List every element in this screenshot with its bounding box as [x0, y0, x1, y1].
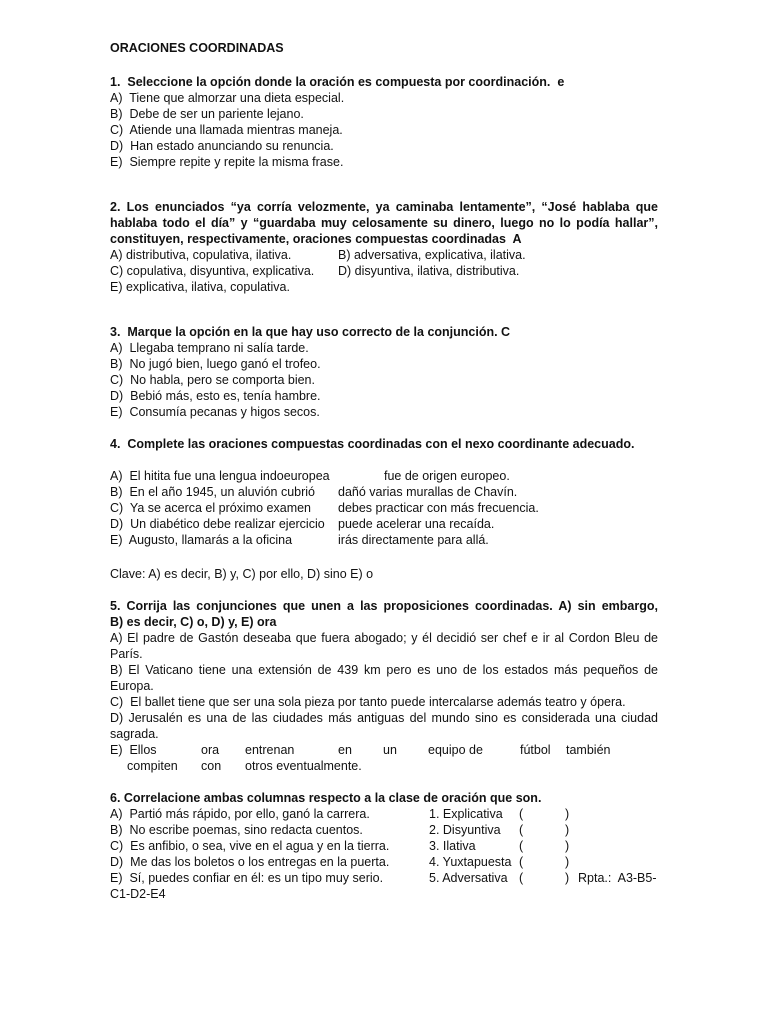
question-1-option-a: A) Tiene que almorzar una dieta especial.: [110, 91, 345, 105]
question-5-item-e-word: compiten: [127, 759, 178, 773]
question-6-blank-open: (: [519, 871, 524, 885]
question-1-option-c: C) Atiende una llamada mientras maneja.: [110, 123, 343, 137]
question-5-item-e-word: un: [383, 743, 397, 757]
question-6-blank-close: ): [565, 839, 570, 853]
question-3-option-a: A) Llegaba temprano ni salía tarde.: [110, 341, 309, 355]
question-6-right-2: 2. Disyuntiva: [429, 823, 501, 837]
question-2-stem-line-3: constituyen, respectivamente, oraciones compuestas coordinadas A: [110, 232, 522, 246]
question-5-item-c-line-1: C) El ballet tiene que ser una sola pieza por tanto puede intercalarse además teatro y ópera.: [110, 695, 626, 709]
question-5-item-e-word: equipo de: [428, 743, 483, 757]
question-3-option-d: D) Bebió más, esto es, tenía hambre.: [110, 389, 321, 403]
question-1-option-d: D) Han estado anunciando su renuncia.: [110, 139, 334, 153]
question-6-blank-open: (: [519, 807, 524, 821]
question-6-answer-part-1: Rpta.: A3-B5-: [578, 871, 657, 885]
question-5-item-e-word: otros eventualmente.: [245, 759, 362, 773]
question-5-item-e-word: E) Ellos: [110, 743, 157, 757]
question-5-item-e-word: entrenan: [245, 743, 295, 757]
question-4-row-e-right: irás directamente para allá.: [338, 533, 489, 547]
question-4-stem: 4. Complete las oraciones compuestas coordinadas con el nexo coordinante adecuado.: [110, 437, 635, 451]
question-3-option-e: E) Consumía pecanas y higos secos.: [110, 405, 320, 419]
question-5-item-a-line-2: París.: [110, 647, 143, 661]
question-4-row-d-left: D) Un diabético debe realizar ejercicio: [110, 517, 325, 531]
question-1-option-e: E) Siempre repite y repite la misma frase.: [110, 155, 344, 169]
question-4-answer-key: Clave: A) es decir, B) y, C) por ello, D) sino E) o: [110, 567, 374, 581]
question-5-item-e-word: con: [201, 759, 222, 773]
question-5-item-d-line-2: sagrada.: [110, 727, 159, 741]
question-6-left-b: B) No escribe poemas, sino redacta cuentos.: [110, 823, 363, 837]
question-1-option-b: B) Debe de ser un pariente lejano.: [110, 107, 304, 121]
question-4-row-a-right: fue de origen europeo.: [384, 469, 510, 483]
question-6-right-5: 5. Adversativa: [429, 871, 508, 885]
question-6-blank-open: (: [519, 823, 524, 837]
question-5-item-a-line-1: A) El padre de Gastón deseaba que fuera abogado; y él decidió ser chef e ir al Cordon Bleu de: [110, 631, 658, 645]
question-5-item-e-word: también: [566, 743, 611, 757]
question-6-left-d: D) Me das los boletos o los entregas en la puerta.: [110, 855, 390, 869]
question-2-option-b: B) adversativa, explicativa, ilativa.: [338, 248, 526, 262]
question-5-item-e-word: ora: [201, 743, 220, 757]
question-4-row-b-left: B) En el año 1945, un aluvión cubrió: [110, 485, 315, 499]
question-6-right-4: 4. Yuxtapuesta: [429, 855, 512, 869]
question-6-left-c: C) Es anfibio, o sea, vive en el agua y en la tierra.: [110, 839, 390, 853]
question-6-blank-close: ): [565, 855, 570, 869]
question-5-stem-line-2: B) es decir, C) o, D) y, E) ora: [110, 615, 277, 629]
question-3-option-b: B) No jugó bien, luego ganó el trofeo.: [110, 357, 321, 371]
question-2-stem-line-1: 2. Los enunciados “ya corría velozmente, ya caminaba lentamente”, “José hablaba que: [110, 200, 658, 214]
question-4-row-e-left: E) Augusto, llamarás a la oficina: [110, 533, 293, 547]
question-5-stem-line-1: 5. Corrija las conjunciones que unen a las proposiciones coordinadas. A) sin embargo,: [110, 599, 658, 613]
question-5-item-e-word: en: [338, 743, 352, 757]
question-5-item-d-line-1: D) Jerusalén es una de las ciudades más antiguas del mundo sino es considerada una ciudad: [110, 711, 658, 725]
question-2-option-a: A) distributiva, copulativa, ilativa.: [110, 248, 292, 262]
question-2-option-c: C) copulativa, disyuntiva, explicativa.: [110, 264, 315, 278]
question-6-answer-part-2: C1-D2-E4: [110, 887, 166, 901]
question-6-right-1: 1. Explicativa: [429, 807, 503, 821]
question-3-stem: 3. Marque la opción en la que hay uso correcto de la conjunción. C: [110, 325, 511, 339]
question-6-right-3: 3. Ilativa: [429, 839, 476, 853]
question-2-stem-line-2: hablaba todo el día” y “guardaba muy celosamente su dinero, luego no lo podía hallar”,: [110, 216, 658, 230]
question-4-row-a-left: A) El hitita fue una lengua indoeuropea: [110, 469, 330, 483]
question-5-item-b-line-1: B) El Vaticano tiene una extensión de 439 km pero es uno de los estados más pequeños de: [110, 663, 658, 677]
question-2-option-e: E) explicativa, ilativa, copulativa.: [110, 280, 290, 294]
question-4-row-b-right: dañó varias murallas de Chavín.: [338, 485, 518, 499]
question-5-item-b-line-2: Europa.: [110, 679, 154, 693]
question-6-stem: 6. Correlacione ambas columnas respecto a la clase de oración que son.: [110, 791, 542, 805]
question-3-option-c: C) No habla, pero se comporta bien.: [110, 373, 315, 387]
question-6-blank-close: ): [565, 871, 570, 885]
question-6-blank-open: (: [519, 839, 524, 853]
question-6-left-a: A) Partió más rápido, por ello, ganó la carrera.: [110, 807, 370, 821]
question-6-blank-close: ): [565, 823, 570, 837]
question-4-row-c-right: debes practicar con más frecuencia.: [338, 501, 539, 515]
document-title: ORACIONES COORDINADAS: [110, 41, 284, 55]
question-2-option-d: D) disyuntiva, ilativa, distributiva.: [338, 264, 520, 278]
question-6-blank-close: ): [565, 807, 570, 821]
question-5-item-e-word: fútbol: [520, 743, 551, 757]
question-4-row-d-right: puede acelerar una recaída.: [338, 517, 495, 531]
question-4-row-c-left: C) Ya se acerca el próximo examen: [110, 501, 312, 515]
question-6-blank-open: (: [519, 855, 524, 869]
question-1-stem: 1. Seleccione la opción donde la oración es compuesta por coordinación. e: [110, 75, 565, 89]
question-6-left-e: E) Sí, puedes confiar en él: es un tipo muy serio.: [110, 871, 384, 885]
